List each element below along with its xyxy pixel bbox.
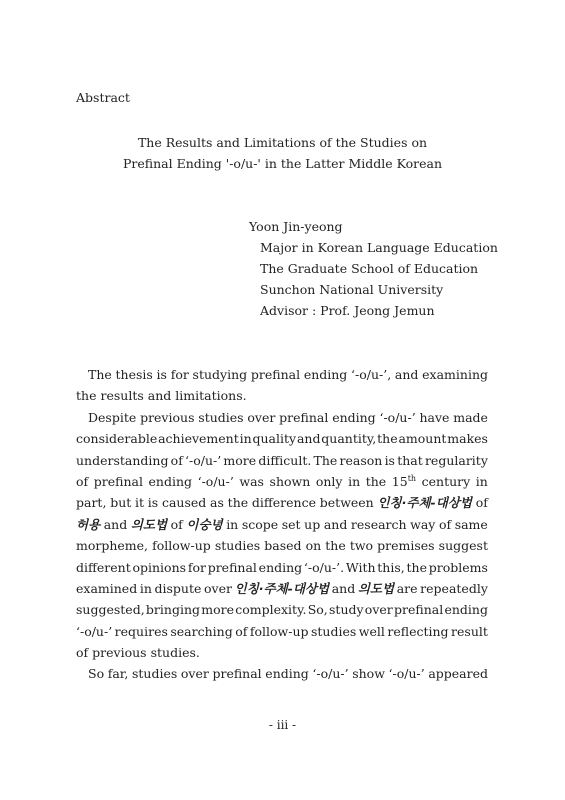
- korean-term: 허용: [76, 516, 101, 532]
- word: prefinal: [250, 367, 301, 382]
- word: the: [377, 431, 398, 447]
- word: of: [235, 623, 248, 639]
- word: previous: [140, 409, 195, 425]
- word: follow-up: [152, 538, 211, 554]
- word: suggest: [438, 538, 488, 554]
- word: thesis: [115, 367, 153, 382]
- author-name: Yoon Jin-yeong: [249, 219, 343, 234]
- word: research: [350, 516, 407, 532]
- word: ending: [303, 367, 348, 382]
- word: reason: [339, 452, 383, 468]
- word: prefinal: [93, 473, 143, 489]
- korean-term: 인칭·주체-대상법: [234, 580, 330, 596]
- word: regularity: [424, 452, 488, 468]
- word: understanding: [76, 452, 169, 468]
- word: for: [187, 559, 206, 575]
- word: ending: [444, 602, 488, 618]
- word: different: [76, 559, 131, 575]
- word: have: [419, 409, 450, 425]
- word: quality: [252, 431, 297, 447]
- word: ‘-o/u-’.: [303, 559, 345, 575]
- word: in: [348, 473, 361, 489]
- word: set: [281, 516, 301, 532]
- word: So: [88, 666, 105, 682]
- word: opinions: [132, 559, 187, 575]
- thesis-title: [0, 132, 565, 174]
- century-number: [392, 471, 416, 492]
- word: difficult.: [258, 452, 312, 468]
- word: over: [364, 602, 393, 618]
- word: well: [358, 623, 385, 639]
- word: Despite: [88, 409, 137, 425]
- word: was: [239, 473, 264, 489]
- author-major: Major in Korean Language Education: [260, 240, 498, 255]
- author-school: The Graduate School of Education: [260, 261, 479, 276]
- word: premises: [377, 538, 435, 554]
- body-line: [76, 471, 488, 492]
- word: of: [76, 473, 89, 489]
- word: same: [454, 516, 488, 532]
- word: ‘-o/u-’: [379, 409, 416, 425]
- word: ‘-o/u-’: [312, 666, 349, 682]
- word: more: [223, 452, 257, 468]
- word: more: [201, 602, 234, 618]
- word: part,: [76, 495, 107, 511]
- word: it: [135, 495, 145, 511]
- word: and: [394, 367, 419, 382]
- word: ending: [148, 473, 193, 489]
- word: in: [226, 516, 239, 532]
- body-line: [76, 428, 488, 449]
- word: ‘-o/u-’: [185, 452, 222, 468]
- word: ending: [332, 409, 376, 425]
- century-digits: 15: [391, 473, 408, 489]
- word: of: [170, 516, 183, 532]
- century-superscript: th: [407, 473, 417, 483]
- body-line: [76, 535, 488, 556]
- word: of: [475, 495, 488, 511]
- word: achievement: [158, 431, 239, 447]
- abstract-body: [76, 364, 488, 685]
- body-line: [76, 621, 488, 642]
- word: searching: [170, 623, 233, 639]
- word: is: [384, 452, 395, 468]
- word: studies: [131, 666, 178, 682]
- body-line: [76, 557, 488, 578]
- word: over: [247, 409, 276, 425]
- word: based: [264, 538, 302, 554]
- word: quantity,: [321, 431, 377, 447]
- word: amount: [398, 431, 447, 447]
- word: The: [88, 367, 112, 382]
- word: problems: [428, 559, 488, 575]
- body-line: [76, 407, 488, 428]
- word: dispute: [154, 580, 202, 596]
- word: prefinal: [394, 602, 444, 618]
- word: is: [147, 495, 159, 511]
- word: studies: [214, 538, 261, 554]
- body-line: [76, 663, 488, 684]
- word: prefinal: [212, 666, 262, 682]
- word: ‘-o/u-’: [197, 473, 234, 489]
- word: in: [239, 431, 252, 447]
- page-number: - iii -: [268, 718, 297, 732]
- title-line-2: Prefinal Ending '-o/u-' in the Latter Middle Korean: [122, 156, 443, 171]
- word: ending: [258, 559, 303, 575]
- word: up: [304, 516, 321, 532]
- word: two: [349, 538, 374, 554]
- body-line: [76, 385, 488, 406]
- word: ending: [265, 666, 309, 682]
- word: as: [210, 495, 224, 511]
- word: are: [396, 580, 418, 596]
- word: that: [397, 452, 423, 468]
- body-line: [76, 514, 488, 535]
- body-line: [76, 364, 488, 385]
- word: reflecting: [387, 623, 449, 639]
- word: shown: [269, 473, 311, 489]
- word: and: [296, 431, 321, 447]
- word: repeatedly: [420, 580, 488, 596]
- word: studies: [310, 623, 357, 639]
- word: follow-up: [249, 623, 309, 639]
- word: previous: [92, 645, 147, 661]
- word: in: [475, 473, 488, 489]
- word: scope: [241, 516, 279, 532]
- word: over: [204, 580, 232, 596]
- word: studying: [192, 367, 248, 382]
- word: and: [147, 388, 172, 404]
- word: bringing: [145, 602, 200, 618]
- body-line: [76, 492, 488, 513]
- word: far,: [107, 666, 129, 682]
- word: difference: [251, 495, 317, 511]
- word: is: [156, 367, 167, 382]
- word: this,: [377, 559, 405, 575]
- body-line: [76, 578, 488, 599]
- word: results: [100, 388, 144, 404]
- word: only: [315, 473, 343, 489]
- word: limitations.: [175, 388, 247, 404]
- word: and: [331, 580, 356, 596]
- word: prefinal: [279, 409, 329, 425]
- word: morpheme,: [76, 538, 149, 554]
- word: over: [180, 666, 209, 682]
- word: in: [139, 580, 152, 596]
- word: the: [76, 388, 97, 404]
- word: ‘-o/u-’: [388, 666, 425, 682]
- korean-term: 이숭녕: [186, 516, 223, 532]
- body-line: [76, 599, 488, 620]
- body-line: [76, 450, 488, 471]
- korean-term: 의도법: [357, 580, 395, 596]
- word: century: [421, 473, 471, 489]
- word: ‘-o/u-’,: [351, 367, 392, 382]
- word: caused: [161, 495, 207, 511]
- title-line-1: The Results and Limitations of the Studies on: [137, 135, 428, 150]
- word: studies.: [150, 645, 200, 661]
- word: requires: [114, 623, 168, 639]
- word: made: [453, 409, 488, 425]
- korean-term: 인칭·주체-대상법: [377, 495, 472, 511]
- word: and: [103, 516, 128, 532]
- word: The: [313, 452, 338, 468]
- author-university: Sunchon National University: [260, 282, 444, 297]
- word: ‘-o/u-’: [76, 623, 113, 639]
- word: study: [329, 602, 364, 618]
- word: and: [323, 516, 348, 532]
- word: examining: [422, 367, 488, 382]
- word: of: [76, 645, 89, 661]
- body-line: [76, 642, 488, 663]
- word: result: [451, 623, 488, 639]
- word: but: [110, 495, 132, 511]
- word: for: [170, 367, 189, 382]
- word: way: [410, 516, 436, 532]
- word: the: [325, 538, 346, 554]
- word: studies: [198, 409, 244, 425]
- author-advisor: Advisor : Prof. Jeong Jemun: [260, 303, 435, 318]
- word: the: [227, 495, 249, 511]
- word: the: [406, 559, 427, 575]
- word: considerable: [76, 431, 158, 447]
- korean-term: 의도법: [130, 516, 168, 532]
- word: complexity.: [235, 602, 307, 618]
- word: the: [365, 473, 387, 489]
- word: So,: [307, 602, 328, 618]
- author-block: [249, 216, 498, 321]
- word: between: [319, 495, 374, 511]
- word: prefinal: [207, 559, 257, 575]
- word: makes: [447, 431, 488, 447]
- word: of: [170, 452, 183, 468]
- word: appeared: [428, 666, 488, 682]
- abstract-heading: Abstract: [76, 90, 130, 105]
- word: show: [352, 666, 385, 682]
- word: examined: [76, 580, 138, 596]
- word: With: [345, 559, 376, 575]
- word: on: [305, 538, 322, 554]
- word: of: [438, 516, 452, 532]
- word: suggested,: [76, 602, 145, 618]
